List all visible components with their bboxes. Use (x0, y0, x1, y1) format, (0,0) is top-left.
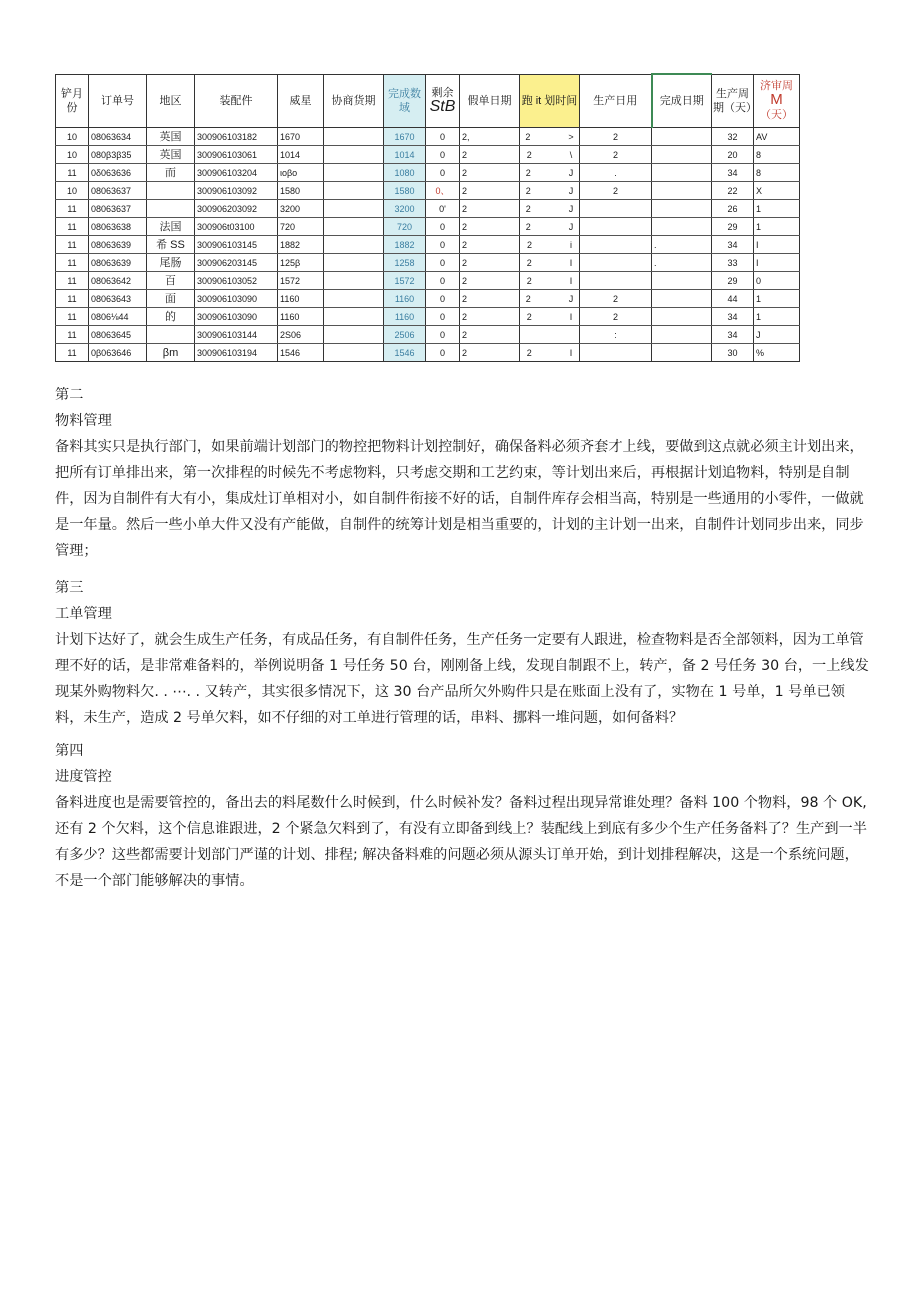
table-row (56, 290, 800, 308)
table-cell: 10 (56, 128, 89, 146)
table-cell: βm (147, 344, 195, 362)
plan-marker: J (568, 203, 574, 214)
table-cell: 1882 (384, 236, 426, 254)
table-cell: 11 (56, 326, 89, 344)
table-cell: 11 (56, 254, 89, 272)
table-cell: 1572 (384, 272, 426, 290)
table-cell: 08063637 (89, 200, 147, 218)
table-cell: 2 (580, 182, 652, 200)
col-header-region: 地区 (147, 74, 195, 128)
table-cell: 1580 (278, 182, 324, 200)
table-cell (580, 254, 652, 272)
col-header-month: 铲月份 (56, 74, 89, 128)
table-cell: 11 (56, 308, 89, 326)
table-cell (324, 326, 384, 344)
table-cell: 百 (147, 272, 195, 290)
table-cell: 08063642 (89, 272, 147, 290)
cell-plan-time (520, 344, 580, 362)
table-cell: 300906103061 (195, 146, 278, 164)
section-number: 第四 (55, 743, 84, 759)
table-cell: I (754, 254, 800, 272)
table-cell: 300906103194 (195, 344, 278, 362)
table-cell: 0 (426, 146, 460, 164)
col-header-completed: 完成数域 (384, 74, 426, 128)
table-cell: 0β063646 (89, 344, 147, 362)
table-cell (324, 272, 384, 290)
cell-plan-time (520, 236, 580, 254)
table-cell: 2 (580, 146, 652, 164)
table-cell: 080β3β35 (89, 146, 147, 164)
table-row (56, 164, 800, 182)
table-cell: 0 (426, 308, 460, 326)
table-cell (324, 182, 384, 200)
cell-plan-time (520, 218, 580, 236)
table-cell: 8 (754, 164, 800, 182)
table-cell: 0806⅛44 (89, 308, 147, 326)
table-row (56, 200, 800, 218)
table-cell: . (652, 254, 712, 272)
table-cell: 11 (56, 164, 89, 182)
col-header-finish-date: 完成日期 (652, 74, 712, 128)
table-cell: AV (754, 128, 800, 146)
table-cell (652, 182, 712, 200)
cell-plan-time (520, 272, 580, 290)
col-header-plan-time: 跑 it 划时间 (520, 74, 580, 128)
plan-value: 2 (525, 203, 531, 214)
table-cell (324, 308, 384, 326)
table-cell: 2 (460, 236, 520, 254)
plan-value: 2 (526, 239, 532, 250)
remaining-label: 剩余 (431, 87, 454, 100)
table-cell: 300906103204 (195, 164, 278, 182)
plan-marker: I (569, 257, 573, 268)
table-cell: 英国 (147, 146, 195, 164)
table-cell: 11 (56, 218, 89, 236)
table-cell: 而 (147, 164, 195, 182)
table-cell: . (652, 236, 712, 254)
table-cell: 1546 (278, 344, 324, 362)
section-title: 进度管控 (55, 769, 112, 785)
section-number: 第三 (55, 580, 84, 596)
table-cell (147, 326, 195, 344)
table-cell: 1580 (384, 182, 426, 200)
table-row (56, 236, 800, 254)
table-cell (652, 308, 712, 326)
table-cell: 11 (56, 344, 89, 362)
table-cell (652, 164, 712, 182)
table-cell (147, 182, 195, 200)
table-cell (580, 200, 652, 218)
table-cell: 34 (712, 308, 754, 326)
table-cell: 300906103144 (195, 326, 278, 344)
table-cell: 2 (460, 308, 520, 326)
table-cell: 的 (147, 308, 195, 326)
table-cell: 08063638 (89, 218, 147, 236)
plan-marker: > (568, 131, 574, 142)
table-cell: 1258 (384, 254, 426, 272)
table-row (56, 146, 800, 164)
plan-value: 2 (525, 293, 531, 304)
section-body: 备料其实只是执行部门，如果前端计划部门的物控把物料计划控制好，确保备料必须齐套才上线，要做到这点就必须主计划出来，把所有订单排出来，第一次排程的时候先不考虑物料，只考虑交期和工艺约束，等计划出来后，再根据计划追物料，特别是自制件，因为自制件有大有小，集成灶订单相对小，如自制件衔接不好的话，自制件库存会相当高，特别是一些通用的小零件，一做就是一年量。然后一些小单大件又没有产能做，自制件的统筹计划是相当重要的，计划的主计划一出来，自制件计划同步出来，同步管理； (55, 439, 864, 559)
table-cell: 34 (712, 164, 754, 182)
table-cell: 300906103090 (195, 290, 278, 308)
table-cell: 2 (580, 290, 652, 308)
table-cell: 300906103145 (195, 236, 278, 254)
table-cell: ιoβo (278, 164, 324, 182)
table-cell: 0 (426, 272, 460, 290)
plan-value: 2 (526, 257, 532, 268)
table-cell: 1572 (278, 272, 324, 290)
table-cell: 1080 (384, 164, 426, 182)
plan-value: 2 (526, 275, 532, 286)
table-cell (580, 272, 652, 290)
table-cell: 34 (712, 326, 754, 344)
table-header-row (56, 74, 800, 128)
table-cell: 1 (754, 290, 800, 308)
table-cell: % (754, 344, 800, 362)
table-cell: 11 (56, 236, 89, 254)
table-cell (324, 344, 384, 362)
table-cell: 29 (712, 272, 754, 290)
plan-marker: I (569, 347, 573, 358)
review-sub2: （天） (760, 109, 793, 122)
plan-marker: I (569, 311, 573, 322)
cell-plan-time (520, 146, 580, 164)
table-cell: 08063639 (89, 254, 147, 272)
table-cell: 2 (580, 128, 652, 146)
col-header-review-cycle (754, 74, 800, 128)
table-row (56, 254, 800, 272)
table-cell: 2 (460, 182, 520, 200)
table-cell: 1670 (278, 128, 324, 146)
table-cell (652, 218, 712, 236)
table-cell: 1160 (384, 290, 426, 308)
plan-value: 2 (525, 185, 531, 196)
table-row (56, 344, 800, 362)
review-sub: M (770, 91, 783, 109)
table-cell: 1160 (278, 308, 324, 326)
table-cell: 1014 (278, 146, 324, 164)
table-cell: 0δ063636 (89, 164, 147, 182)
table-cell: 10 (56, 146, 89, 164)
table-cell: 300906103090 (195, 308, 278, 326)
table-cell: 2 (580, 308, 652, 326)
table-cell: 34 (712, 236, 754, 254)
remaining-sub: StB (429, 98, 456, 116)
table-cell: 1546 (384, 344, 426, 362)
col-header-quantity: 威星 (278, 74, 324, 128)
table-cell: 720 (278, 218, 324, 236)
review-label: 济审周 (760, 80, 793, 93)
table-cell (580, 218, 652, 236)
table-cell: 08063643 (89, 290, 147, 308)
col-header-order-date: 假单日期 (460, 74, 520, 128)
cell-plan-time (520, 308, 580, 326)
table-cell: 08063639 (89, 236, 147, 254)
table-cell (652, 128, 712, 146)
table-cell: 2 (460, 218, 520, 236)
table-cell: 08063634 (89, 128, 147, 146)
table-cell: 8 (754, 146, 800, 164)
col-header-assembly: 装配件 (195, 74, 278, 128)
table-cell: : (580, 326, 652, 344)
table-cell: 0' (426, 200, 460, 218)
table-cell: 26 (712, 200, 754, 218)
table-cell (580, 236, 652, 254)
table-cell (652, 200, 712, 218)
section-title: 工单管理 (55, 606, 112, 622)
table-cell: 08063645 (89, 326, 147, 344)
cell-plan-time (520, 254, 580, 272)
table-cell (324, 254, 384, 272)
table-cell: 2 (460, 254, 520, 272)
table-cell: 1882 (278, 236, 324, 254)
section-body: 备料进度也是需要管控的，备出去的料尾数什么时候到，什么时候补发？备料过程出现异常谁处理？备料 100 个物料，98 个 OK,还有 2 个欠料，这个信息谁跟进，2 个紧急欠料到了，有没有立即备到线上？装配线上到底有多少个生产任务备料了？生产到一半有多少？这些都需要计划部门严谨的计划、排程; 解决备料难的问题必须从源头订单开始，到计划排程解决，这是一个系统问题，不是一个部门能够解决的事情。 (55, 795, 867, 889)
table-cell (652, 344, 712, 362)
section-body: 计划下达好了，就会生成生产任务，有成品任务，有自制件任务，生产任务一定要有人跟进，检查物料是否全部领料，因为工单管理不好的话，是非常难备料的，举例说明备 1 号任务 50 台，刚刚备上线，发现自制跟不上，转产，备 2 号任务 30 台，一上线发现某外购物料欠. . ⋯. . 又转产，其实很多情况下，这 30 台产品所欠外购件只是在账面上没有了，实物在 1 号单，1 号单已领料，未生产，造成 2 号单欠料，如不仔细的对工单进行管理的话，串料、挪料一堆问题，如何备料？ (55, 632, 869, 726)
table-cell (652, 146, 712, 164)
table-cell: 1160 (278, 290, 324, 308)
table-cell: 英国 (147, 128, 195, 146)
table-cell: 0、 (426, 182, 460, 200)
table-cell: 300906103052 (195, 272, 278, 290)
table-cell (324, 218, 384, 236)
table-cell: 1014 (384, 146, 426, 164)
col-header-production-cycle: 生产周期（天） (712, 74, 754, 128)
table-cell: 0 (426, 218, 460, 236)
section-number: 第二 (55, 387, 84, 403)
table-cell: 30 (712, 344, 754, 362)
table-cell (324, 128, 384, 146)
table-row (56, 182, 800, 200)
table-cell: 300906t03100 (195, 218, 278, 236)
plan-marker: J (568, 185, 574, 196)
table-row (56, 272, 800, 290)
table-cell (324, 236, 384, 254)
plan-marker: I (569, 275, 573, 286)
table-cell: 3200 (384, 200, 426, 218)
section-3 (55, 575, 870, 731)
table-cell: 希 SS (147, 236, 195, 254)
table-cell: 1 (754, 308, 800, 326)
table-cell: 0 (426, 164, 460, 182)
table-cell: . (580, 164, 652, 182)
table-cell: 33 (712, 254, 754, 272)
table-cell: 720 (384, 218, 426, 236)
plan-value: 2 (525, 167, 531, 178)
table-cell: 0 (426, 128, 460, 146)
table-cell: 2 (460, 344, 520, 362)
table-cell: 29 (712, 218, 754, 236)
table-cell: 1 (754, 218, 800, 236)
cell-plan-time (520, 182, 580, 200)
table-cell: 0 (426, 326, 460, 344)
order-table (55, 73, 800, 362)
col-header-agreed-date: 协商货期 (324, 74, 384, 128)
plan-value: 2 (526, 311, 532, 322)
cell-plan-time (520, 326, 580, 344)
table-cell: 尾肠 (147, 254, 195, 272)
table-cell: 2, (460, 128, 520, 146)
table-row (56, 308, 800, 326)
table-cell: 11 (56, 272, 89, 290)
table-cell (652, 272, 712, 290)
table-cell: 1670 (384, 128, 426, 146)
col-header-remaining (426, 74, 460, 128)
table-cell: 0 (426, 290, 460, 308)
table-cell: 10 (56, 182, 89, 200)
plan-marker: i (570, 239, 572, 250)
table-cell: 面 (147, 290, 195, 308)
table-cell (324, 146, 384, 164)
table-cell: 300906103092 (195, 182, 278, 200)
table-cell: 08063637 (89, 182, 147, 200)
table-cell: 2 (460, 164, 520, 182)
plan-marker: J (568, 293, 574, 304)
table-cell (324, 290, 384, 308)
table-cell: 2 (460, 272, 520, 290)
plan-marker: \ (569, 149, 573, 160)
table-cell: 3200 (278, 200, 324, 218)
col-header-order-no: 订单号 (89, 74, 147, 128)
plan-marker: J (568, 221, 574, 232)
plan-marker: J (568, 167, 574, 178)
table-cell: X (754, 182, 800, 200)
table-cell: 0 (426, 254, 460, 272)
table-cell: 法国 (147, 218, 195, 236)
table-cell: 11 (56, 290, 89, 308)
table-cell: 2 (460, 200, 520, 218)
table-body (56, 128, 800, 362)
table-cell: 2 (460, 146, 520, 164)
table-cell: 2 (460, 290, 520, 308)
table-cell (324, 164, 384, 182)
table-row (56, 128, 800, 146)
table-cell (580, 344, 652, 362)
table-cell: 44 (712, 290, 754, 308)
table-cell: 2506 (384, 326, 426, 344)
table-row (56, 326, 800, 344)
table-cell (652, 290, 712, 308)
table-cell: 300906203092 (195, 200, 278, 218)
section-title: 物料管理 (55, 413, 112, 429)
table-cell: 300906203145 (195, 254, 278, 272)
section-2 (55, 382, 870, 564)
table-cell: 125β (278, 254, 324, 272)
table-cell: 20 (712, 146, 754, 164)
table-cell (324, 200, 384, 218)
cell-plan-time (520, 290, 580, 308)
table-cell: 1160 (384, 308, 426, 326)
table-cell: 300906103182 (195, 128, 278, 146)
plan-value: 2 (526, 149, 532, 160)
table-cell: 2 (460, 326, 520, 344)
cell-plan-time (520, 200, 580, 218)
table-cell: 11 (56, 200, 89, 218)
table-cell: 0 (426, 344, 460, 362)
table-cell: 2S06 (278, 326, 324, 344)
section-4 (55, 738, 870, 894)
table-cell (652, 326, 712, 344)
cell-plan-time (520, 128, 580, 146)
table-cell: 0 (754, 272, 800, 290)
table-cell: 1 (754, 200, 800, 218)
table-cell: 32 (712, 128, 754, 146)
cell-plan-time (520, 164, 580, 182)
table-cell: 22 (712, 182, 754, 200)
table-cell: I (754, 236, 800, 254)
table-cell: J (754, 326, 800, 344)
table-row (56, 218, 800, 236)
col-header-production-date: 生产日用 (580, 74, 652, 128)
plan-value: 2 (525, 221, 531, 232)
plan-value: 2 (525, 131, 531, 142)
plan-value: 2 (526, 347, 532, 358)
table-cell: 0 (426, 236, 460, 254)
table-cell (147, 200, 195, 218)
